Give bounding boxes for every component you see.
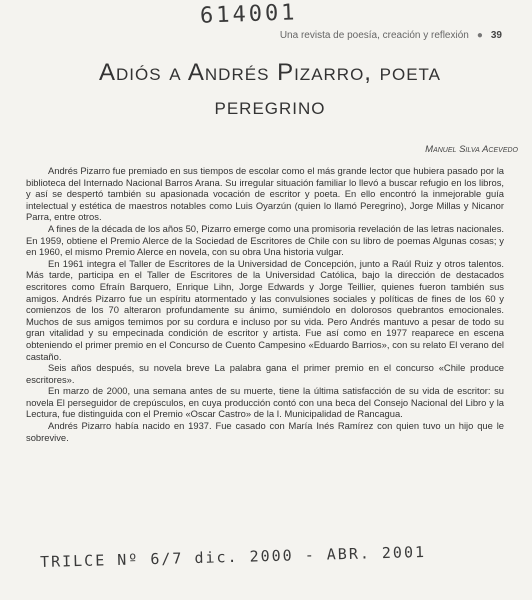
article-body xyxy=(26,165,504,443)
paragraph: Andrés Pizarro había nacido en 1937. Fue casado con María Inés Ramírez con quien tuvo un hijo que le sobrevive. xyxy=(26,420,504,443)
handwritten-issue-note: TRILCE Nº 6/7 dic. 2000 - ABR. 2001 xyxy=(39,542,427,572)
paragraph: Seis años después, su novela breve La palabra gana el primer premio en el concurso «Chile produce escritores». xyxy=(26,362,504,385)
paragraph: En marzo de 2000, una semana antes de su muerte, tiene la última satisfacción de su vida de escritor: su novela El perseguidor de crepúsculos, en cuya producción contó con una beca del Consejo Nacional del Libro y la Lectura, fue distinguida con el Premio «Oscar Castro» de la I. Municipalidad de Rancagua. xyxy=(26,385,504,420)
handwritten-catalog-number: 614001 xyxy=(199,0,298,29)
paragraph: En 1961 integra el Taller de Escritores de la Universidad de Concepción, junto a Raúl Ruiz y otros talentos. Más tarde, participa en el Taller de Escritores de la Universidad Católica, bajo la dirección de destacados escritores como Efraín Barquero, Enrique Lihn, Jorge Edwards y Jorge Teillier, quienes fueron también sus amigos. Andrés Pizarro fue un espíritu atormentado y las convulsiones sociales y políticas de fines de los 60 y comienzos de los 70 alteraron profundamente su ánimo, sumiéndolo en dolorosos quebrantos emocionales. Muchos de sus amigos temimos por su cordura e incluso por su vida. Pero Andrés mantuvo a pesar de todo su gran vitalidad y su empecinada condición de escritor y artista. Fue así como en 1977 reaparece en escena obteniendo el primer premio en el Concurso de Cuento Campesino «Eduardo Barrios», con su relato El verano del castaño. xyxy=(26,257,504,362)
running-head xyxy=(280,30,502,41)
paragraph: A fines de la década de los años 50, Pizarro emerge como una promisoria revelación de las letras nacionales. En 1959, obtiene el Premio Alerce de la Sociedad de Escritores de Chile con su libro de poemas Algunas cosas; y en 1960, el mismo Premio Alerce en novela, con su obra Una historia vulgar. xyxy=(26,222,504,258)
article-author: Manuel Silva Acevedo xyxy=(425,144,518,155)
bullet-icon: ● xyxy=(476,30,483,41)
article-title: Adiós a Andrés Pizarro, poeta peregrino xyxy=(98,59,442,120)
page-number: 39 xyxy=(490,30,502,41)
journal-tagline: Una revista de poesía, creación y reflexión xyxy=(279,30,469,41)
paragraph: Andrés Pizarro fue premiado en sus tiempos de escolar como el más grande lector que hubiera pasado por la biblioteca del Internado Nacional Barros Arana. Su irregular situación familiar lo llevó a buscar refugio en los libros, y así se despertó también su apasionada vocación de escritor y poeta. En ello encontró la inmejorable guía intelectual y estética de maestros notables como Luis Oyarzún (quien lo llamó Peregrino), Jorge Millas y Nicanor Parra, entre otros. xyxy=(26,165,504,223)
